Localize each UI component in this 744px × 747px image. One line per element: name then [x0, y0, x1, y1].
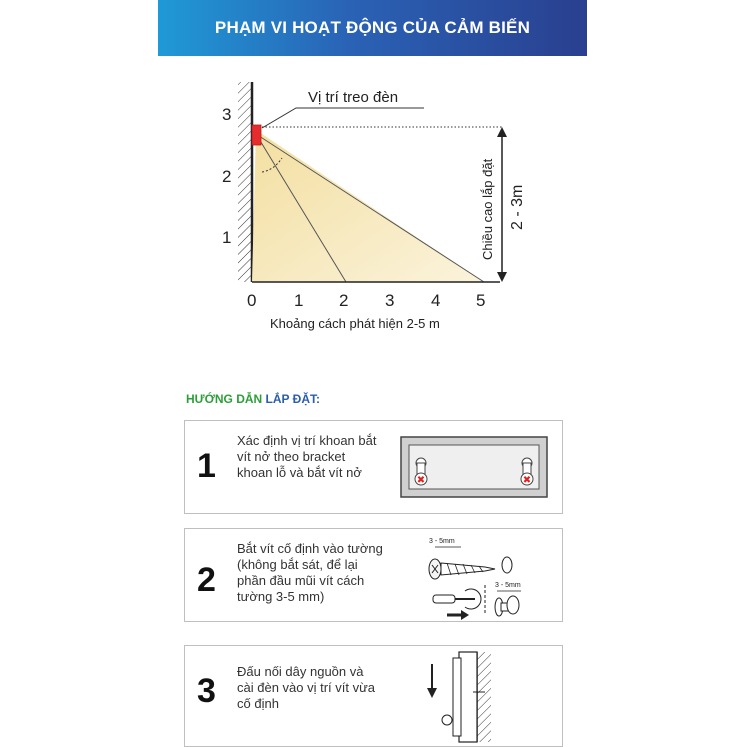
y-tick: 3 [222, 105, 232, 124]
arrow-up-icon [497, 127, 507, 137]
screw-illustration [185, 529, 562, 621]
screw-icon [429, 559, 495, 579]
height-range: 2 - 3m [509, 184, 526, 230]
arrow-down-icon [427, 664, 437, 698]
mounting-illustration [185, 646, 562, 746]
lamp-cover [453, 658, 461, 736]
y-tick: 1 [222, 228, 232, 247]
x-tick: 0 [247, 291, 257, 310]
sensor-range-diagram [0, 0, 744, 340]
step-text: Bắt vít cố định vào tường (không bắt sát, để lại phần đầu mũi vít cách tường 3-5 mm) [237, 541, 383, 604]
lamp-position-label: Vị trí treo đèn [308, 89, 399, 106]
step-number: 1 [197, 447, 216, 485]
install-step-2 [184, 528, 563, 622]
arrow-right-icon [447, 610, 469, 620]
bracket-illustration [185, 421, 562, 513]
x-axis-label: Khoảng cách phát hiện 2-5 m [270, 316, 440, 331]
x-tick: 2 [339, 291, 349, 310]
install-guide-title [186, 392, 320, 406]
measure-label: 3 - 5mm [495, 582, 521, 589]
y-tick: 2 [222, 167, 232, 186]
installed-screw-icon [495, 596, 519, 616]
install-step-1 [184, 420, 563, 514]
step-text: Xác định vị trí khoan bắt vít nở theo bracket khoan lỗ và bắt vít nở [237, 433, 377, 480]
step-number: 3 [197, 672, 216, 710]
height-label: Chiều cao lắp đặt [480, 158, 495, 260]
install-title-part2: LẮP ĐẶT: [262, 392, 320, 406]
x-tick: 1 [294, 291, 304, 310]
install-step-3 [184, 645, 563, 747]
bracket-inner [409, 445, 539, 489]
x-tick: 3 [385, 291, 395, 310]
wall-hatch [238, 82, 252, 282]
measure-label: 3 - 5mm [429, 538, 455, 545]
keyhole-icon [415, 458, 427, 486]
wall-hatch [477, 652, 491, 742]
install-title-part1: HƯỚNG DẪN [186, 392, 263, 406]
lamp-marker [252, 125, 261, 145]
x-tick: 5 [476, 291, 486, 310]
arrow-down-icon [497, 272, 507, 282]
page-title: PHẠM VI HOẠT ĐỘNG CỦA CẢM BIẾN [214, 18, 531, 37]
sensor-icon [442, 715, 452, 725]
x-tick: 4 [431, 291, 441, 310]
step-number: 2 [197, 561, 216, 599]
step-text: Đấu nối dây nguồn và cài đèn vào vị trí vít vừa cố định [237, 664, 376, 711]
svg-text:✖: ✖ [416, 475, 426, 486]
lamp-label-pointer [262, 108, 424, 128]
lamp-body [459, 652, 477, 742]
wall-plug-icon [502, 557, 512, 573]
keyhole-icon [521, 458, 533, 486]
screwdriver-icon [433, 589, 481, 609]
svg-text:✖: ✖ [522, 475, 532, 486]
